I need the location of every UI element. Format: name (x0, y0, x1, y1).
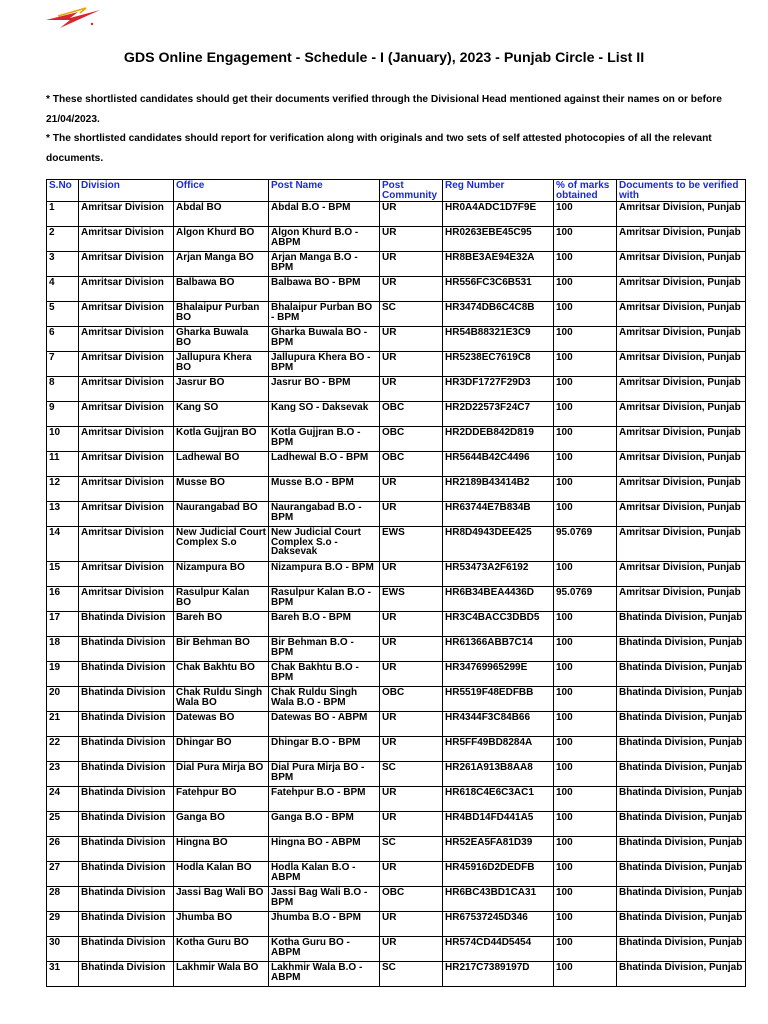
header-post-name: Post Name (269, 180, 380, 202)
cell-marks: 100 (554, 787, 617, 812)
cell-division: Amritsar Division (79, 202, 174, 227)
cell-division: Amritsar Division (79, 252, 174, 277)
cell-reg-number: HR5644B42C4496 (443, 452, 554, 477)
cell-post-name: Ganga B.O - BPM (269, 812, 380, 837)
cell-post-name: Balbawa BO - BPM (269, 277, 380, 302)
cell-post-name: Jallupura Khera BO - BPM (269, 352, 380, 377)
india-post-logo (40, 6, 114, 36)
cell-division: Amritsar Division (79, 502, 174, 527)
cell-post-community: UR (380, 202, 443, 227)
cell-reg-number: HR5FF49BD8284A (443, 737, 554, 762)
cell-reg-number: HR63744E7B834B (443, 502, 554, 527)
cell-documents: Bhatinda Division, Punjab (617, 637, 746, 662)
cell-post-name: Bareh B.O - BPM (269, 612, 380, 637)
cell-marks: 100 (554, 887, 617, 912)
cell-office: Lakhmir Wala BO (174, 962, 269, 987)
cell-documents: Bhatinda Division, Punjab (617, 962, 746, 987)
cell-post-community: UR (380, 912, 443, 937)
cell-documents: Amritsar Division, Punjab (617, 227, 746, 252)
table-row (47, 812, 746, 837)
cell-documents: Amritsar Division, Punjab (617, 202, 746, 227)
table-row (47, 202, 746, 227)
cell-post-community: UR (380, 787, 443, 812)
cell-division: Bhatinda Division (79, 637, 174, 662)
cell-sno: 29 (47, 912, 79, 937)
cell-office: Algon Khurd BO (174, 227, 269, 252)
table-row (47, 587, 746, 612)
cell-sno: 4 (47, 277, 79, 302)
cell-post-community: UR (380, 377, 443, 402)
cell-post-community: UR (380, 812, 443, 837)
cell-documents: Bhatinda Division, Punjab (617, 862, 746, 887)
cell-division: Amritsar Division (79, 452, 174, 477)
cell-reg-number: HR3DF1727F29D3 (443, 377, 554, 402)
cell-documents: Bhatinda Division, Punjab (617, 662, 746, 687)
cell-post-community: UR (380, 737, 443, 762)
cell-reg-number: HR53473A2F6192 (443, 562, 554, 587)
table-row (47, 227, 746, 252)
cell-post-name: Kotha Guru BO - ABPM (269, 937, 380, 962)
cell-office: Bhalaipur Purban BO (174, 302, 269, 327)
cell-sno: 1 (47, 202, 79, 227)
header-post-community: Post Community (380, 180, 443, 202)
cell-post-community: UR (380, 227, 443, 252)
cell-office: Arjan Manga BO (174, 252, 269, 277)
cell-marks: 100 (554, 837, 617, 862)
cell-post-community: UR (380, 612, 443, 637)
cell-post-name: Nizampura B.O - BPM (269, 562, 380, 587)
cell-sno: 11 (47, 452, 79, 477)
cell-sno: 8 (47, 377, 79, 402)
cell-office: Fatehpur BO (174, 787, 269, 812)
cell-marks: 100 (554, 962, 617, 987)
cell-marks: 95.0769 (554, 587, 617, 612)
cell-division: Amritsar Division (79, 477, 174, 502)
table-row (47, 687, 746, 712)
cell-documents: Bhatinda Division, Punjab (617, 687, 746, 712)
cell-documents: Amritsar Division, Punjab (617, 402, 746, 427)
cell-post-community: EWS (380, 527, 443, 562)
cell-office: Ladhewal BO (174, 452, 269, 477)
cell-sno: 3 (47, 252, 79, 277)
cell-sno: 24 (47, 787, 79, 812)
cell-reg-number: HR618C4E6C3AC1 (443, 787, 554, 812)
cell-marks: 100 (554, 352, 617, 377)
cell-reg-number: HR8D4943DEE425 (443, 527, 554, 562)
cell-documents: Amritsar Division, Punjab (617, 587, 746, 612)
cell-marks: 100 (554, 712, 617, 737)
cell-office: Chak Bakhtu BO (174, 662, 269, 687)
cell-office: Jallupura Khera BO (174, 352, 269, 377)
cell-post-community: UR (380, 862, 443, 887)
table-row (47, 737, 746, 762)
table-row (47, 527, 746, 562)
cell-office: Abdal BO (174, 202, 269, 227)
cell-post-community: SC (380, 962, 443, 987)
cell-sno: 10 (47, 427, 79, 452)
table-row (47, 402, 746, 427)
cell-post-name: Ladhewal B.O - BPM (269, 452, 380, 477)
cell-post-community: UR (380, 637, 443, 662)
note-documents: * These shortlisted candidates should get their documents verified through the Divisional Head mentioned against their names on or before 21/04/2023. (46, 94, 722, 125)
cell-sno: 23 (47, 762, 79, 787)
cell-sno: 15 (47, 562, 79, 587)
cell-post-name: Kotla Gujjran B.O - BPM (269, 427, 380, 452)
table-row (47, 277, 746, 302)
cell-post-community: UR (380, 477, 443, 502)
cell-marks: 100 (554, 377, 617, 402)
cell-post-community: SC (380, 302, 443, 327)
table-row (47, 937, 746, 962)
cell-documents: Amritsar Division, Punjab (617, 562, 746, 587)
cell-sno: 17 (47, 612, 79, 637)
cell-post-community: UR (380, 937, 443, 962)
cell-division: Amritsar Division (79, 562, 174, 587)
cell-documents: Bhatinda Division, Punjab (617, 912, 746, 937)
cell-marks: 100 (554, 637, 617, 662)
cell-marks: 100 (554, 737, 617, 762)
table-body (47, 202, 746, 987)
cell-marks: 100 (554, 612, 617, 637)
cell-post-name: Chak Ruldu Singh Wala B.O - BPM (269, 687, 380, 712)
table-header-row (47, 180, 746, 202)
cell-division: Amritsar Division (79, 227, 174, 252)
cell-documents: Amritsar Division, Punjab (617, 302, 746, 327)
cell-marks: 100 (554, 687, 617, 712)
cell-division: Bhatinda Division (79, 762, 174, 787)
cell-documents: Amritsar Division, Punjab (617, 352, 746, 377)
cell-post-community: UR (380, 252, 443, 277)
cell-division: Bhatinda Division (79, 662, 174, 687)
cell-division: Bhatinda Division (79, 887, 174, 912)
cell-documents: Amritsar Division, Punjab (617, 377, 746, 402)
cell-post-name: Chak Bakhtu B.O - BPM (269, 662, 380, 687)
cell-division: Bhatinda Division (79, 687, 174, 712)
cell-office: Kotha Guru BO (174, 937, 269, 962)
cell-marks: 100 (554, 302, 617, 327)
cell-sno: 14 (47, 527, 79, 562)
cell-office: Hingna BO (174, 837, 269, 862)
cell-reg-number: HR2DDEB842D819 (443, 427, 554, 452)
cell-division: Amritsar Division (79, 427, 174, 452)
table-row (47, 637, 746, 662)
header-office: Office (174, 180, 269, 202)
cell-sno: 22 (47, 737, 79, 762)
cell-sno: 5 (47, 302, 79, 327)
table-row (47, 352, 746, 377)
cell-marks: 95.0769 (554, 527, 617, 562)
cell-division: Amritsar Division (79, 277, 174, 302)
cell-post-community: UR (380, 562, 443, 587)
cell-post-name: Fatehpur B.O - BPM (269, 787, 380, 812)
cell-documents: Bhatinda Division, Punjab (617, 787, 746, 812)
cell-division: Amritsar Division (79, 402, 174, 427)
page-title: GDS Online Engagement - Schedule - I (January), 2023 - Punjab Circle - List II (123, 50, 645, 66)
cell-division: Bhatinda Division (79, 712, 174, 737)
cell-division: Amritsar Division (79, 377, 174, 402)
cell-post-name: Datewas BO - ABPM (269, 712, 380, 737)
cell-sno: 6 (47, 327, 79, 352)
cell-office: Musse BO (174, 477, 269, 502)
cell-division: Amritsar Division (79, 302, 174, 327)
cell-post-name: Arjan Manga B.O - BPM (269, 252, 380, 277)
cell-sno: 19 (47, 662, 79, 687)
cell-sno: 25 (47, 812, 79, 837)
cell-reg-number: HR3C4BACC3DBD5 (443, 612, 554, 637)
cell-reg-number: HR5238EC7619C8 (443, 352, 554, 377)
table-row (47, 787, 746, 812)
cell-sno: 9 (47, 402, 79, 427)
cell-office: Kotla Gujjran BO (174, 427, 269, 452)
header-documents: Documents to be verified with (617, 180, 746, 202)
cell-marks: 100 (554, 502, 617, 527)
header-division: Division (79, 180, 174, 202)
cell-marks: 100 (554, 477, 617, 502)
cell-reg-number: HR6B34BEA4436D (443, 587, 554, 612)
cell-documents: Bhatinda Division, Punjab (617, 762, 746, 787)
cell-post-name: Abdal B.O - BPM (269, 202, 380, 227)
cell-documents: Bhatinda Division, Punjab (617, 737, 746, 762)
cell-documents: Amritsar Division, Punjab (617, 427, 746, 452)
table-row (47, 302, 746, 327)
cell-office: Jassi Bag Wali BO (174, 887, 269, 912)
cell-reg-number: HR6BC43BD1CA31 (443, 887, 554, 912)
cell-reg-number: HR261A913B8AA8 (443, 762, 554, 787)
candidates-table (46, 179, 746, 987)
cell-sno: 12 (47, 477, 79, 502)
header-sno: S.No (47, 180, 79, 202)
cell-division: Bhatinda Division (79, 612, 174, 637)
cell-marks: 100 (554, 862, 617, 887)
cell-post-community: UR (380, 277, 443, 302)
cell-post-name: Lakhmir Wala B.O - ABPM (269, 962, 380, 987)
cell-post-community: OBC (380, 402, 443, 427)
cell-documents: Amritsar Division, Punjab (617, 452, 746, 477)
cell-sno: 26 (47, 837, 79, 862)
table-row (47, 327, 746, 352)
cell-documents: Bhatinda Division, Punjab (617, 712, 746, 737)
cell-sno: 13 (47, 502, 79, 527)
table-row (47, 612, 746, 637)
cell-marks: 100 (554, 812, 617, 837)
cell-sno: 30 (47, 937, 79, 962)
cell-reg-number: HR52EA5FA81D39 (443, 837, 554, 862)
cell-division: Bhatinda Division (79, 737, 174, 762)
cell-sno: 18 (47, 637, 79, 662)
cell-marks: 100 (554, 252, 617, 277)
cell-reg-number: HR8BE3AE94E32A (443, 252, 554, 277)
cell-reg-number: HR54B88321E3C9 (443, 327, 554, 352)
cell-division: Bhatinda Division (79, 812, 174, 837)
cell-reg-number: HR2D22573F24C7 (443, 402, 554, 427)
table-row (47, 562, 746, 587)
table-row (47, 912, 746, 937)
cell-post-community: SC (380, 762, 443, 787)
table-row (47, 662, 746, 687)
cell-post-name: New Judicial Court Complex S.o - Daksevak (269, 527, 380, 562)
cell-sno: 27 (47, 862, 79, 887)
cell-division: Amritsar Division (79, 352, 174, 377)
cell-sno: 16 (47, 587, 79, 612)
cell-division: Amritsar Division (79, 327, 174, 352)
cell-post-name: Gharka Buwala BO - BPM (269, 327, 380, 352)
cell-post-name: Jassi Bag Wali B.O - BPM (269, 887, 380, 912)
cell-office: Bareh BO (174, 612, 269, 637)
cell-post-name: Jasrur BO - BPM (269, 377, 380, 402)
table-row (47, 962, 746, 987)
cell-reg-number: HR556FC3C6B531 (443, 277, 554, 302)
cell-marks: 100 (554, 202, 617, 227)
cell-reg-number: HR574CD44D5454 (443, 937, 554, 962)
header-marks: % of marks obtained (554, 180, 617, 202)
cell-post-name: Rasulpur Kalan B.O - BPM (269, 587, 380, 612)
cell-post-name: Bir Behman B.O - BPM (269, 637, 380, 662)
table-row (47, 762, 746, 787)
cell-marks: 100 (554, 912, 617, 937)
cell-post-name: Kang SO - Daksevak (269, 402, 380, 427)
note-report: * The shortlisted candidates should report for verification along with originals and two sets of self attested photocopies of all the relevant documents. (46, 133, 712, 164)
cell-post-name: Dial Pura Mirja BO - BPM (269, 762, 380, 787)
cell-marks: 100 (554, 277, 617, 302)
cell-reg-number: HR34769965299E (443, 662, 554, 687)
cell-post-community: SC (380, 837, 443, 862)
cell-sno: 31 (47, 962, 79, 987)
cell-marks: 100 (554, 762, 617, 787)
cell-reg-number: HR4BD14FD441A5 (443, 812, 554, 837)
cell-reg-number: HR217C7389197D (443, 962, 554, 987)
cell-post-community: OBC (380, 427, 443, 452)
cell-division: Amritsar Division (79, 587, 174, 612)
cell-documents: Amritsar Division, Punjab (617, 527, 746, 562)
table-row (47, 712, 746, 737)
table-row (47, 377, 746, 402)
cell-marks: 100 (554, 402, 617, 427)
table-row (47, 427, 746, 452)
header-reg-number: Reg Number (443, 180, 554, 202)
cell-documents: Bhatinda Division, Punjab (617, 612, 746, 637)
cell-reg-number: HR67537245D346 (443, 912, 554, 937)
cell-division: Bhatinda Division (79, 787, 174, 812)
cell-office: Dial Pura Mirja BO (174, 762, 269, 787)
cell-division: Bhatinda Division (79, 862, 174, 887)
cell-post-community: UR (380, 712, 443, 737)
cell-office: Balbawa BO (174, 277, 269, 302)
cell-post-community: UR (380, 662, 443, 687)
cell-sno: 2 (47, 227, 79, 252)
table-row (47, 452, 746, 477)
cell-reg-number: HR2189B43414B2 (443, 477, 554, 502)
cell-post-community: UR (380, 327, 443, 352)
cell-reg-number: HR3474DB6C4C8B (443, 302, 554, 327)
cell-documents: Amritsar Division, Punjab (617, 277, 746, 302)
notes (46, 90, 722, 168)
cell-division: Bhatinda Division (79, 937, 174, 962)
cell-documents: Bhatinda Division, Punjab (617, 812, 746, 837)
cell-reg-number: HR5519F48EDFBB (443, 687, 554, 712)
cell-marks: 100 (554, 427, 617, 452)
cell-marks: 100 (554, 452, 617, 477)
cell-sno: 21 (47, 712, 79, 737)
cell-post-name: Hodla Kalan B.O - ABPM (269, 862, 380, 887)
cell-post-name: Musse B.O - BPM (269, 477, 380, 502)
cell-documents: Amritsar Division, Punjab (617, 252, 746, 277)
cell-post-name: Bhalaipur Purban BO - BPM (269, 302, 380, 327)
table-row (47, 862, 746, 887)
cell-reg-number: HR45916D2DEDFB (443, 862, 554, 887)
cell-office: Rasulpur Kalan BO (174, 587, 269, 612)
cell-reg-number: HR4344F3C84B66 (443, 712, 554, 737)
cell-post-community: UR (380, 502, 443, 527)
cell-division: Bhatinda Division (79, 912, 174, 937)
table-row (47, 252, 746, 277)
cell-documents: Amritsar Division, Punjab (617, 327, 746, 352)
cell-sno: 20 (47, 687, 79, 712)
cell-office: Dhingar BO (174, 737, 269, 762)
cell-sno: 7 (47, 352, 79, 377)
cell-sno: 28 (47, 887, 79, 912)
cell-office: Jhumba BO (174, 912, 269, 937)
cell-office: Naurangabad BO (174, 502, 269, 527)
table-row (47, 502, 746, 527)
cell-office: Jasrur BO (174, 377, 269, 402)
cell-office: Nizampura BO (174, 562, 269, 587)
cell-office: Chak Ruldu Singh Wala BO (174, 687, 269, 712)
cell-office: Bir Behman BO (174, 637, 269, 662)
cell-documents: Bhatinda Division, Punjab (617, 937, 746, 962)
cell-post-community: OBC (380, 452, 443, 477)
cell-division: Bhatinda Division (79, 837, 174, 862)
cell-marks: 100 (554, 562, 617, 587)
cell-reg-number: HR0A4ADC1D7F9E (443, 202, 554, 227)
cell-post-name: Naurangabad B.O - BPM (269, 502, 380, 527)
cell-reg-number: HR61366ABB7C14 (443, 637, 554, 662)
cell-post-name: Algon Khurd B.O - ABPM (269, 227, 380, 252)
cell-documents: Bhatinda Division, Punjab (617, 837, 746, 862)
cell-marks: 100 (554, 227, 617, 252)
cell-post-name: Jhumba B.O - BPM (269, 912, 380, 937)
cell-documents: Amritsar Division, Punjab (617, 477, 746, 502)
cell-marks: 100 (554, 327, 617, 352)
cell-post-community: OBC (380, 887, 443, 912)
cell-division: Amritsar Division (79, 527, 174, 562)
cell-documents: Bhatinda Division, Punjab (617, 887, 746, 912)
cell-office: Gharka Buwala BO (174, 327, 269, 352)
table-row (47, 477, 746, 502)
cell-reg-number: HR0263EBE45C95 (443, 227, 554, 252)
cell-office: Datewas BO (174, 712, 269, 737)
cell-office: Kang SO (174, 402, 269, 427)
cell-marks: 100 (554, 662, 617, 687)
cell-division: Bhatinda Division (79, 962, 174, 987)
cell-documents: Amritsar Division, Punjab (617, 502, 746, 527)
cell-office: Hodla Kalan BO (174, 862, 269, 887)
cell-post-community: OBC (380, 687, 443, 712)
table-row (47, 887, 746, 912)
cell-marks: 100 (554, 937, 617, 962)
cell-post-community: UR (380, 352, 443, 377)
table-row (47, 837, 746, 862)
cell-office: Ganga BO (174, 812, 269, 837)
cell-office: New Judicial Court Complex S.o (174, 527, 269, 562)
cell-post-community: EWS (380, 587, 443, 612)
cell-post-name: Dhingar B.O - BPM (269, 737, 380, 762)
cell-post-name: Hingna BO - ABPM (269, 837, 380, 862)
